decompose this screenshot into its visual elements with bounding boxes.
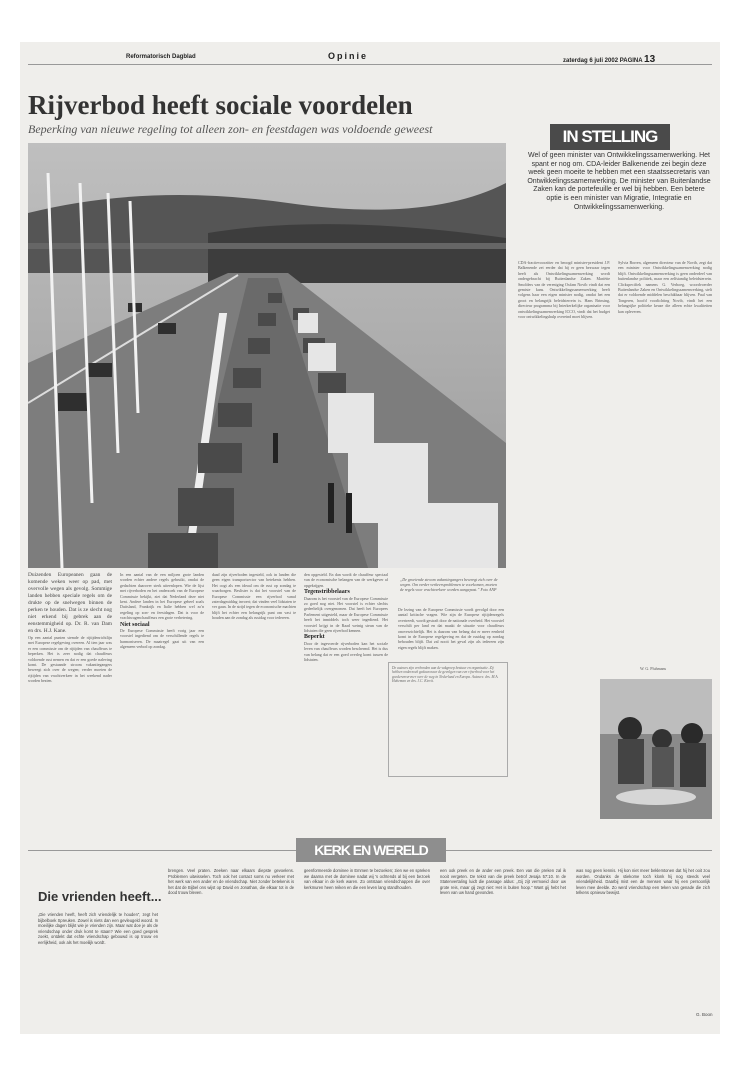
stelling-column-right: Sylvia Borren, algemeen directeur van de Novib, zegt dat een minister voor Ontwikkelingssamenwerking nodig blijft. Ontwikkelingssamenwerking is geen onderdeel van buitenlandse politiek, maar een zelfstandig beleidsterrein. Clickspecifiek namens G. Verhoeg, woordvoerder Buitenlandse Zaken en Ontwikkelingssamenwerking, stelt dat er voldoende middelen beschikbaar blijven. Paul van Tongeren, hoofd voorlichting Novib, vindt het een belangrijke politieke keuze die alleen echte kwaliteiten kan opleveren.: [618, 260, 712, 314]
kerk-column-5: was nog geen kennis. Hij kon niet meer beklemtonen dat hij het ooit zou worden. Ondanks de stiekome toch klonk hij nog steeds veel vriendelijkheid. Daarbij mist een de mensen waar hij een persoonlijk leven mee deelde. Zo werd vriendschap een teken van genade die zich telkens opnieuw bewijst.: [576, 868, 710, 895]
article-column-1: Duizenden Europeanen gaan de komende weken weer op pad, met overvolle wegen als gevolg. Sommige landen hebben speciale regels om de drukte op de snelwegen binnen de perken te houden. Dat is ze slecht nog niet erkend bij gebrek aan de eenstemmigheid op. Dr. R. van Dam en drs. H.J. Kane. Op een aantal punten stemde de rijtijdenrichtlijn met Europese regelgeving overeen. Al tien jaar was er een commissie om de rijtijden van chauffeurs te beperken. Het is zeer nodig dat chauffeurs voldoende rust nemen en dat er een goede naleving komt. De gestaande stroom vakantiegangers beweegt zich over de wegen; verder moeten de rijtijden van vrachtverkeer in het weekend nader worden bezien.: [28, 572, 112, 684]
photo-caption: „De groeiende stroom vakantiegangers beweegt zich over de wegen. Om verder verkeersproblemen te voorkomen, moeten de regels voor vrachtverkeer worden aangepast.” Foto ANP: [400, 577, 498, 592]
article-column-4: den opgesteld. En dan wordt de chauffeur speciaal van de economische belangen van de werkgever af opgekrijgen. Tegenstribbelaars Daarom is het voorstel van de Europese Commissie zo goed nog niet. Het voorstel is echter slechts gedeeltelijk overgenomen. Dat heeft het Europees Parlement uitgesteld, maar de Europese Commissie heeft het inmiddels toch weer ingediend. Het voorstel krijgt in de Raad weinig steun van de lidstaten die geen rijverbod kennen. Beperkt Door de ingevoerde rijverboden kan het sociale leven van chauffeurs worden beschermd. Het is dus van belang dat er een goed overleg komt tussen de lidstaten.: [304, 572, 388, 663]
section-name: Opinie: [328, 51, 369, 61]
page-date: zaterdag 6 juli 2002 PAGINA 13: [563, 54, 656, 65]
kerk-column-3: geenformeerde dominee in Emmen te bezoeken; zien we en spreken we daarna met de dominee nadat wij 's ochtends al bij een bezoek van elkaar in de kerk waren. Zo ontstaan vriendschappen die over kerkmuren heen reiken en die een leven lang standhouden.: [304, 868, 430, 890]
in-stelling-logo: IN STELLING: [550, 124, 670, 150]
page-header: [28, 50, 712, 65]
subhead-beperkt: Beperkt: [304, 634, 325, 641]
children-photo: [600, 679, 712, 819]
subhead-tegenstribbelaars: Tegenstribbelaars: [304, 589, 350, 596]
subhead-niet-sociaal: Niet sociaal: [120, 621, 150, 628]
article-column-2: In een aantal van de een miljoen grote landen worden echter andere regels gebruikt, omdat de gedachten daarover sterk uiteenlopen. Wie de lijst met rijverboden en het onderzoek van de Europese Commissie bekijkt, ziet dat Nederland deze niet kent. Andere landen in het Europese geheel zoals Duitsland, Frankrijk en Italie hebben wel zo'n regeling op zon- en feestdagen. Dat is voor de vrachtwagenchauffeurs een grote verbetering. Niet sociaal De Europese Commissie heeft vorig jaar een voorstel ingediend om de verschillende regels te harmoniseren. De maatregel gaat uit van een algemeen verbod op zondag.: [120, 572, 204, 650]
stelling-column-left: CDA-fractievoorzitter en beoogd minister-president J.P. Balkenende zei eerder dat hij er geen bezwaar tegen heeft als Ontwikkelingssamenwerking wordt ondergebracht bij Buitenlandse Zaken. Mariëtte Smolders van de vereniging Oxfam Novib vindt dat een gemiste kans. Ontwikkelingssamenwerking heeft volgens haar een eigen minister nodig, omdat het een groot en belangrijk beleidsterrein is. Hans Brinsing, directeur programma bij Interkerkelijke organisatie voor ontwikkelingssamenwerking ICCO, vindt dat het budget voor ontwikkelingshulp overeind moet blijven.: [518, 260, 610, 320]
newspaper-page: [20, 42, 720, 1034]
article-column-5: De lezing van de Europese Commissie wordt gevolgd door een aantal kritische vragen. Wie zijn de Europese rijtijdenregels overtreedt, wordt gestraft door de nationale overheid. Het voorstel verschilt per land en dat maakt de situatie voor chauffeurs onoverzichtelijk. Het is daarom van belang dat er meer eenheid komt in de Europese regelgeving en dat de rustdag op zondag behouden blijft. Dat zal nooit het geval zijn als iedereen zijn eigen regels blijft maken.: [398, 607, 504, 650]
article-column-3: daad zijn rijverboden ingesteld, ook in landen die geen eigen transportsector van betekenis hebben. Het oogt als een ideaal om de rust op zondag te waarborgen. Beslister is dat het voorstel van de Europese Commissie een rijverbod vanaf zaterdagmiddag invoert; dat vinden veel lidstaten te ver gaan. In de strijd tegen de economische machten blijft het echter een belangrijk punt om vast te houden aan de zondag als rustdag voor iedereen.: [212, 572, 296, 621]
photo-credit: W. G. Pluhmans: [640, 666, 667, 671]
traffic-photo: [28, 143, 506, 568]
newspaper-name: Reformatorisch Dagblad: [126, 54, 196, 60]
kerk-column-2: brengen. Veel praten. Zeeken naar elkaars diepste gevoelens. Problemen uitwisselen. Toch ook het contact soms nu verkeer met het werk van een ander en de vriendschap. Niet zonder betekenis is het dat de Bijbel ons wijst op David en Jonathan, die elkaar tot in de dood trouw bleven.: [168, 868, 294, 895]
kerk-column-4: een ook preek en de ander een preek. Een van die preken zal ik nooit vergeten. De tekst van die preek betrof Jesaja 57:10. In de Statenvertaling luidt die passage aldus: „Gij zijt vermoeid door uw grote reis, maar gij zegt niet: Het is buiten hoop.” Want gij hebt het leven van uw hand gevonden.: [440, 868, 566, 895]
article-subtitle: Beperking van nieuwe regeling tot alleen zon- en feestdagen was voldoende geweest: [28, 122, 433, 136]
kerk-signature: G. Boon: [696, 1012, 713, 1017]
author-infobox: De auteurs zijn verbonden aan de vakgroep bestuur en organisatie. Zij hebben onderzoek gedaan naar de gevolgen van een rijverbod voor het goederenvervoer over de weg in Nederland en Europa. Auteurs: drs. M.A. Hubeman en drs. J.C. Kievit.: [388, 662, 508, 777]
kerk-column-1: „Die vrienden heeft, heeft zich vriendelijk te houden”, zegt het bijbelboek Spreuken. Zowel is niets dan een gevleugeld woord. In moeilijke dagen blijkt wie je vrienden zijn. Maar wat doe je als de vriendschap onder druk komt te staan? Wie een goed gesprek zoekt, ontdekt dat echte vriendschap gebouwd is op trouw en eerlijkheid, ook als het moeilijk wordt.: [38, 912, 158, 945]
stelling-statement: Wel of geen minister van Ontwikkelingssamenwerking. Het spant er nog om. CDA-leider Balkenende zei begin deze week geen moeite te hebben met een staatssecretaris van Ontwikkelingssamenwerking. De minister van Buitenlandse Zaken kan de portefeuille er wel bij hebben. Een betere optie is een minister van Migratie, Integratie en Ontwikkelingssamenwerking.: [527, 152, 711, 211]
article-title: Rijverbod heeft sociale voordelen: [28, 90, 413, 120]
kerk-headline: Die vrienden heeft...: [38, 889, 162, 904]
kerk-en-wereld-banner: KERK EN WERELD: [296, 838, 446, 862]
